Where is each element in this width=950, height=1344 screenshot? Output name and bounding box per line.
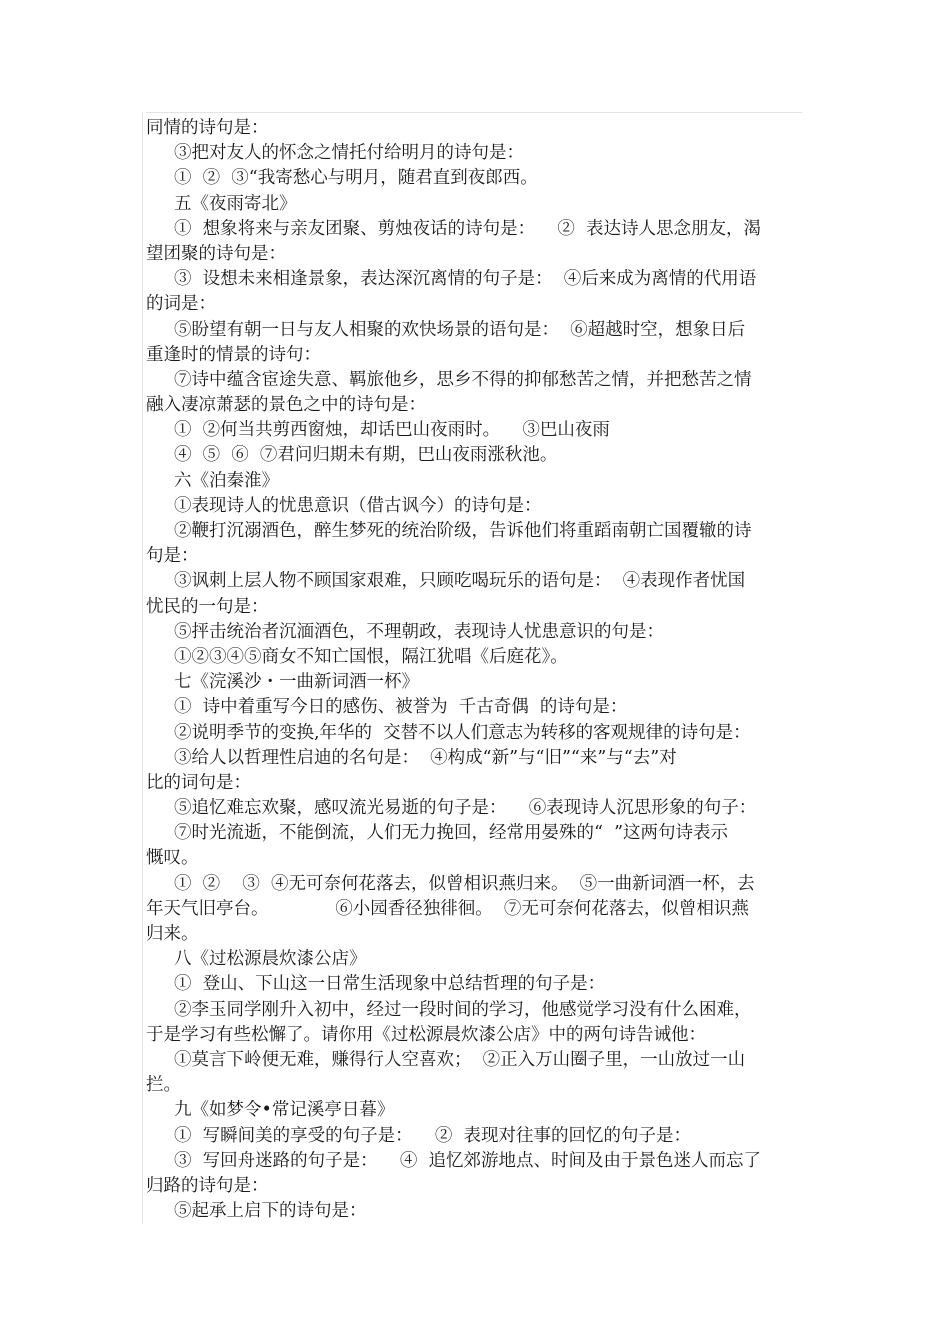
text-line: ① 想象将来与亲友团聚、剪烛夜话的诗句是： ② 表达诗人思念朋友，渴	[174, 218, 761, 239]
text-line: ④ ⑤ ⑥ ⑦君问归期未有期，巴山夜雨涨秋池。	[174, 445, 558, 466]
text-line: ① 登山、下山这一日常生活现象中总结哲理的句子是：	[174, 974, 606, 995]
text-line: 融入凄凉萧瑟的景色之中的诗句是：	[146, 395, 426, 416]
text-line: 慨叹。	[146, 848, 199, 869]
text-line: 九《如梦令•常记溪亭日暮》	[174, 1100, 395, 1121]
text-line: 五《夜雨寄北》	[174, 193, 297, 214]
text-line: ⑤盼望有朝一日与友人相聚的欢快场景的语句是： ⑥超越时空，想象日后	[174, 319, 746, 340]
text-line: ⑦时光流逝，不能倒流，人们无力挽回，经常用晏殊的“ ”这两句诗表示	[174, 823, 729, 844]
text-line: ③给人以哲理性启迪的名句是： ④构成“新”与“旧”“来”与“去”对	[174, 747, 677, 768]
text-line: 望团聚的诗句是：	[146, 243, 286, 264]
text-line: 七《浣溪沙・一曲新词酒一杯》	[174, 672, 419, 693]
text-line: 归路的诗句是：	[146, 1175, 269, 1196]
text-line: 拦。	[146, 1075, 181, 1096]
text-line: ③讽刺上层人物不顾国家艰难，只顾吃喝玩乐的语句是： ④表现作者忧国	[174, 571, 746, 592]
document-body	[146, 116, 802, 1224]
text-line: ①表现诗人的忧患意识（借古讽今）的诗句是：	[174, 495, 542, 516]
text-line: ⑦诗中蕴含宦途失意、羁旅他乡，思乡不得的抑郁愁苦之情，并把愁苦之情	[174, 369, 752, 390]
text-line: ②鞭打沉溺酒色，醉生梦死的统治阶级，告诉他们将重蹈南朝亡国覆辙的诗	[174, 521, 752, 541]
text-line: 的词是：	[146, 294, 216, 315]
text-line: 句是：	[146, 546, 199, 567]
text-line: ⑤追忆难忘欢聚，感叹流光易逝的句子是： ⑥表现诗人沉思形象的句子：	[174, 798, 757, 819]
page-left-rule	[142, 112, 143, 1224]
text-line: ③把对友人的怀念之情托付给明月的诗句是：	[174, 143, 524, 164]
text-line: ① ② ③“我寄愁心与明月，随君直到夜郎西。	[174, 168, 538, 189]
text-line: ① ②何当共剪西窗烛，却话巴山夜雨时。 ③巴山夜雨	[174, 420, 610, 441]
text-line: 同情的诗句是：	[146, 118, 269, 138]
text-line: 忧民的一句是：	[146, 596, 269, 617]
text-line: ③ 设想未来相逢景象，表达深沉离情的句子是： ④后来成为离情的代用语	[174, 269, 757, 290]
text-line: ① ② ③ ④无可奈何花落去，似曾相识燕归来。 ⑤一曲新词酒一杯，去	[174, 873, 755, 894]
text-line: 年天气旧亭台。 ⑥小园香径独徘徊。 ⑦无可奈何花落去，似曾相识燕	[146, 898, 749, 919]
text-line: ⑤起承上启下的诗句是：	[174, 1201, 367, 1222]
text-line: 八《过松源晨炊漆公店》	[174, 949, 367, 970]
text-line: 于是学习有些松懈了。请你用《过松源晨炊漆公店》中的两句诗告诫他：	[146, 1024, 706, 1045]
page-top-rule	[146, 112, 802, 113]
text-line: ①②③④⑤商女不知亡国恨，隔江犹唱《后庭花》。	[174, 646, 568, 667]
text-line: 重逢时的情景的诗句：	[146, 344, 321, 365]
text-line: 归来。	[146, 924, 199, 944]
text-line: ③ 写回舟迷路的句子是： ④ 追忆郊游地点、时间及由于景色迷人而忘了	[174, 1150, 761, 1171]
text-line: ⑤抨击统治者沉湎酒色，不理朝政，表现诗人忧患意识的句是：	[174, 621, 664, 642]
text-line: ②李玉同学刚升入初中，经过一段时间的学习，他感觉学习没有什么困难，	[174, 999, 752, 1020]
text-line: 六《泊秦淮》	[174, 470, 279, 491]
text-line: ②说明季节的变换,年华的 交替不以人们意志为转移的客观规律的诗句是：	[174, 722, 751, 743]
text-line: ① 写瞬间美的享受的句子是： ② 表现对往事的回忆的句子是：	[174, 1125, 691, 1146]
text-line: 比的词句是：	[146, 772, 251, 793]
text-line: ①莫言下岭便无难，赚得行人空喜欢； ②正入万山圈子里，一山放过一山	[174, 1049, 746, 1070]
text-line: ① 诗中着重写今日的感伤、被誉为 千古奇偶 的诗句是：	[174, 697, 628, 718]
